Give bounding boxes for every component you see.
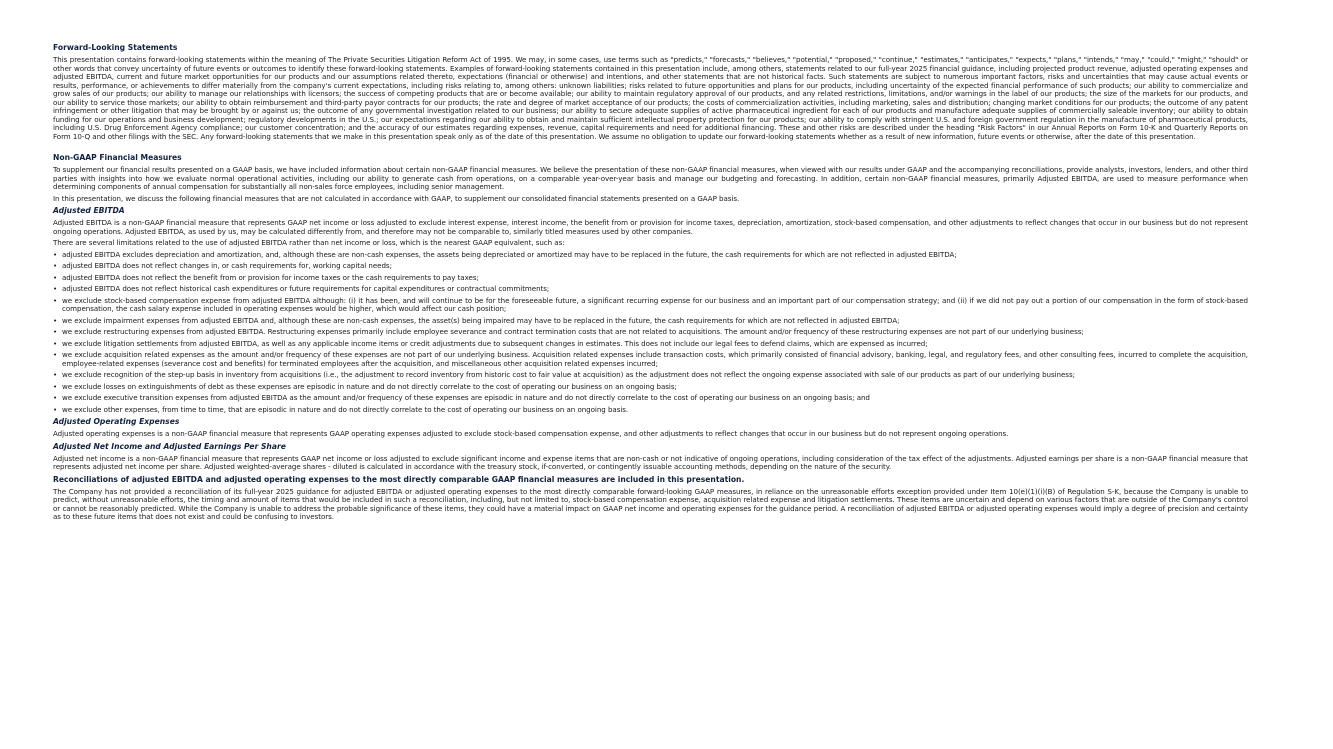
forward-looking-heading: Forward-Looking Statements <box>53 43 178 52</box>
list-item: • we exclude recognition of the step-up basis in inventory from acquisitions (i.e., the adjustment to record inventory from historic cost to fair value at acquisition) as the adjustment does not reflect the ongoing expense associated with sale of our products as part of our underlying business; <box>53 371 1248 380</box>
adjusted-opex-heading: Adjusted Operating Expenses <box>53 417 180 426</box>
list-item: • we exclude executive transition expenses from adjusted EBITDA as the amount and/or frequency of these expenses are episodic in nature and do not directly correlate to the cost of operating our business on an ongoing basis; and <box>53 394 1248 403</box>
list-item: • adjusted EBITDA does not reflect historical cash expenditures or future requirements for capital expenditures or contractual commitments; <box>53 285 1248 294</box>
list-item: • we exclude other expenses, from time to time, that are episodic in nature and do not directly correlate to the cost of operating our business on an ongoing basis. <box>53 406 1248 415</box>
ebitda-limitations-list <box>53 251 1248 415</box>
list-item: • we exclude stock-based compensation expense from adjusted EBITDA although: (i) it has been, and will continue to be for the foreseeable future, a significant recurring expense for our business and an important part of our compensation strategy; and (ii) if we did not pay out a portion of our compensation in the form of stock-based compensation, the cash salary expense included in operating expenses would be higher, which would affect our cash position; <box>53 297 1248 314</box>
reconciliations-heading: Reconciliations of adjusted EBITDA and adjusted operating expenses to the most directly comparable GAAP financial measures are included in this presentation. <box>53 474 745 484</box>
non-gaap-discuss: In this presentation, we discuss the following financial measures that are not calculated in accordance with GAAP, to supplement our consolidated financial statements presented on a GAAP basis. <box>53 193 740 203</box>
non-gaap-heading: Non-GAAP Financial Measures <box>53 153 182 162</box>
disclaimer-page <box>53 43 1248 522</box>
adjusted-opex-body: Adjusted operating expenses is a non-GAAP financial measure that represents GAAP operating expenses adjusted to exclude stock-based compensation expense, and other adjustments to reflect changes that occur in our business but do not represent ongoing operations. <box>53 429 1009 438</box>
adjusted-ebitda-limitations: There are several limitations related to the use of adjusted EBITDA rather than net income or loss, which is the nearest GAAP equivalent, such as: <box>53 238 565 247</box>
list-item: • we exclude impairment expenses from adjusted EBITDA and, although these are non-cash expenses, the asset(s) being impaired may have to be replaced in the future, the cash requirements for which are not reflected in adjusted EBITDA; <box>53 317 1248 326</box>
adjusted-ebitda-heading: Adjusted EBITDA <box>53 206 125 215</box>
list-item: • adjusted EBITDA does not reflect changes in, or cash requirements for, working capital needs; <box>53 262 1248 271</box>
list-item: • we exclude acquisition related expenses as the amount and/or frequency of these expenses are not part of our underlying business. Acquisition related expenses include transaction costs, which primarily consisted of financial advisory, banking, legal, and regulatory fees, and other consulting fees, incurred to complete the acquisition, employee-related expenses (severance cost and benefits) for terminated employees after the acquisition, and miscellaneous other acquisition related expenses incurred; <box>53 351 1248 368</box>
adjusted-net-income-body: Adjusted net income is a non-GAAP financial measure that represents GAAP net income or loss adjusted to exclude significant income and expense items that are non-cash or not indicative of ongoing operations, including consideration of the tax effect of the adjustments. Adjusted earnings per share is a non-GAAP financial measure that represents adjusted net income per share. Adjusted weighted-average shares - diluted is calculated in accordance with the treasury stock, if-converted, or contingently issuable accounting methods, depending on the nature of the security. <box>53 453 1248 471</box>
reconciliations-body: The Company has not provided a reconciliation of its full-year 2025 guidance for adjusted EBITDA or adjusted operating expenses to the most directly comparable forward-looking GAAP measures, in reliance on the unreasonable efforts exception provided under Item 10(e)(1)(i)(B) of Regulation S-K, because the Company is unable to predict, without unreasonable efforts, the timing and amount of items that would be included in such a reconciliation, including, but not limited to, stock-based compensation expense, acquisition related expense and litigation settlements. These items are uncertain and depend on various factors that are outside of the Company's control or cannot be reasonably predicted. While the Company is unable to address the probable significance of these items, they could have a material impact on GAAP net income and operating expenses for the guidance period. A reconciliation of adjusted EBITDA or adjusted operating expenses would imply a degree of precision and certainty as to these future items that does not exist and could be confusing to investors. <box>53 486 1248 521</box>
list-item: • we exclude restructuring expenses from adjusted EBITDA. Restructuring expenses primarily include employee severance and contract termination costs that are not related to acquisitions. The amount and/or frequency of these restructuring expenses are not part of our underlying business; <box>53 328 1248 337</box>
list-item: • we exclude litigation settlements from adjusted EBITDA, as well as any applicable income items or credit adjustments due to subsequent changes in estimates. This does not include our legal fees to defend claims, which are expensed as incurred; <box>53 340 1248 349</box>
list-item: • adjusted EBITDA does not reflect the benefit from or provision for income taxes or the cash requirements to pay taxes; <box>53 274 1248 283</box>
list-item: • adjusted EBITDA excludes depreciation and amortization, and, although these are non-cash expenses, the assets being depreciated or amortized may have to be replaced in the future, the cash requirements for which are not reflected in adjusted EBITDA; <box>53 251 1248 260</box>
list-item: • we exclude losses on extinguishments of debt as these expenses are episodic in nature and do not directly correlate to the cost of operating our business on an ongoing basis; <box>53 383 1248 392</box>
adjusted-net-income-heading: Adjusted Net Income and Adjusted Earnings Per Share <box>53 441 286 451</box>
non-gaap-intro: To supplement our financial results presented on a GAAP basis, we have included information about certain non-GAAP financial measures. We believe the presentation of these non-GAAP financial measures, when viewed with our results under GAAP and the accompanying reconciliations, provide analysts, investors, lenders, and other third parties with insights into how we evaluate normal operational activities, including our ability to generate cash from operations, on a comparable year-over-year basis and manage our budgeting and forecasting. In addition, certain non-GAAP financial measures, primarily Adjusted EBITDA, are used to measure performance when determining components of annual compensation for substantially all non-sales force employees, including senior management. <box>53 165 1248 191</box>
forward-looking-body: This presentation contains forward-looking statements within the meaning of The Private Securities Litigation Reform Act of 1995. We may, in some cases, use terms such as "predicts," "forecasts," "believes," "potential," "proposed," "continue," "estimates," "anticipates," "expects," "plans," "intends," "may," "could," "might," "should" or other words that convey uncertainty of future events or outcomes to identify these forward-looking statements. Examples of forward-looking statements contained in this presentation include, among others, statements related to our full-year 2025 financial guidance, including projected product revenue, adjusted operating expenses and adjusted EBITDA, current and future market opportunities for our products and our assumptions related thereto, expectations (financial or otherwise) and intentions, and other statements that are not historical facts. Such statements are subject to numerous important factors, risks and uncertainties that may cause actual events or results, performance, or achievements to differ materially from the company's current expectations, including risks relating to, among others: unknown liabilities; risks related to future opportunities and plans for our products, including uncertainty of the expected financial performance of such products; our ability to commercialize and grow sales of our products; our ability to manage our relationships with licensors; the success of competing products that are or become available; our ability to maintain regulatory approval of our products, and any related restrictions, limitations, and/or warnings in the label of our products; the size of the markets for our products, and our ability to service those markets; our ability to obtain reimbursement and third-party payor contracts for our products; the rate and degree of market acceptance of our products; the costs of commercialization activities, including marketing, sales and distribution; changing market conditions for our products; the outcome of any patent infringement or other litigation that may be brought by or against us; the outcome of any governmental investigation related to our business; our ability to secure adequate supplies of active pharmaceutical ingredient for each of our products and manufacture adequate supplies of commercially saleable inventory; our ability to obtain funding for our operations and business development; regulatory developments in the U.S.; our expectations regarding our ability to obtain and maintain sufficient intellectual property protection for our products; our ability to comply with stringent U.S. and foreign government regulation in the manufacture of pharmaceutical products, including U.S. Drug Enforcement Agency compliance; our customer concentration; and the accuracy of our estimates regarding expenses, revenue, capital requirements and need for additional financing. These and other risks are described under the heading "Risk Factors" in our Annual Reports on Form 10-K and Quarterly Reports on Form 10-Q and other filings with the SEC. Any forward-looking statements that we make in this presentation speak only as of the date of this presentation. We assume no obligation to update our forward-looking statements whether as a result of new information, future events or otherwise, after the date of this presentation. <box>53 55 1248 141</box>
adjusted-ebitda-definition: Adjusted EBITDA is a non-GAAP financial measure that represents GAAP net income or loss adjusted to exclude interest expense, interest income, the benefit from or provision for income taxes, depreciation, amortization, stock-based compensation, and other adjustments to reflect changes that occur in our business but do not represent ongoing operations. Adjusted EBITDA, as used by us, may be calculated differently from, and therefore may not be comparable to, similarly titled measures used by other companies. <box>53 218 1248 236</box>
